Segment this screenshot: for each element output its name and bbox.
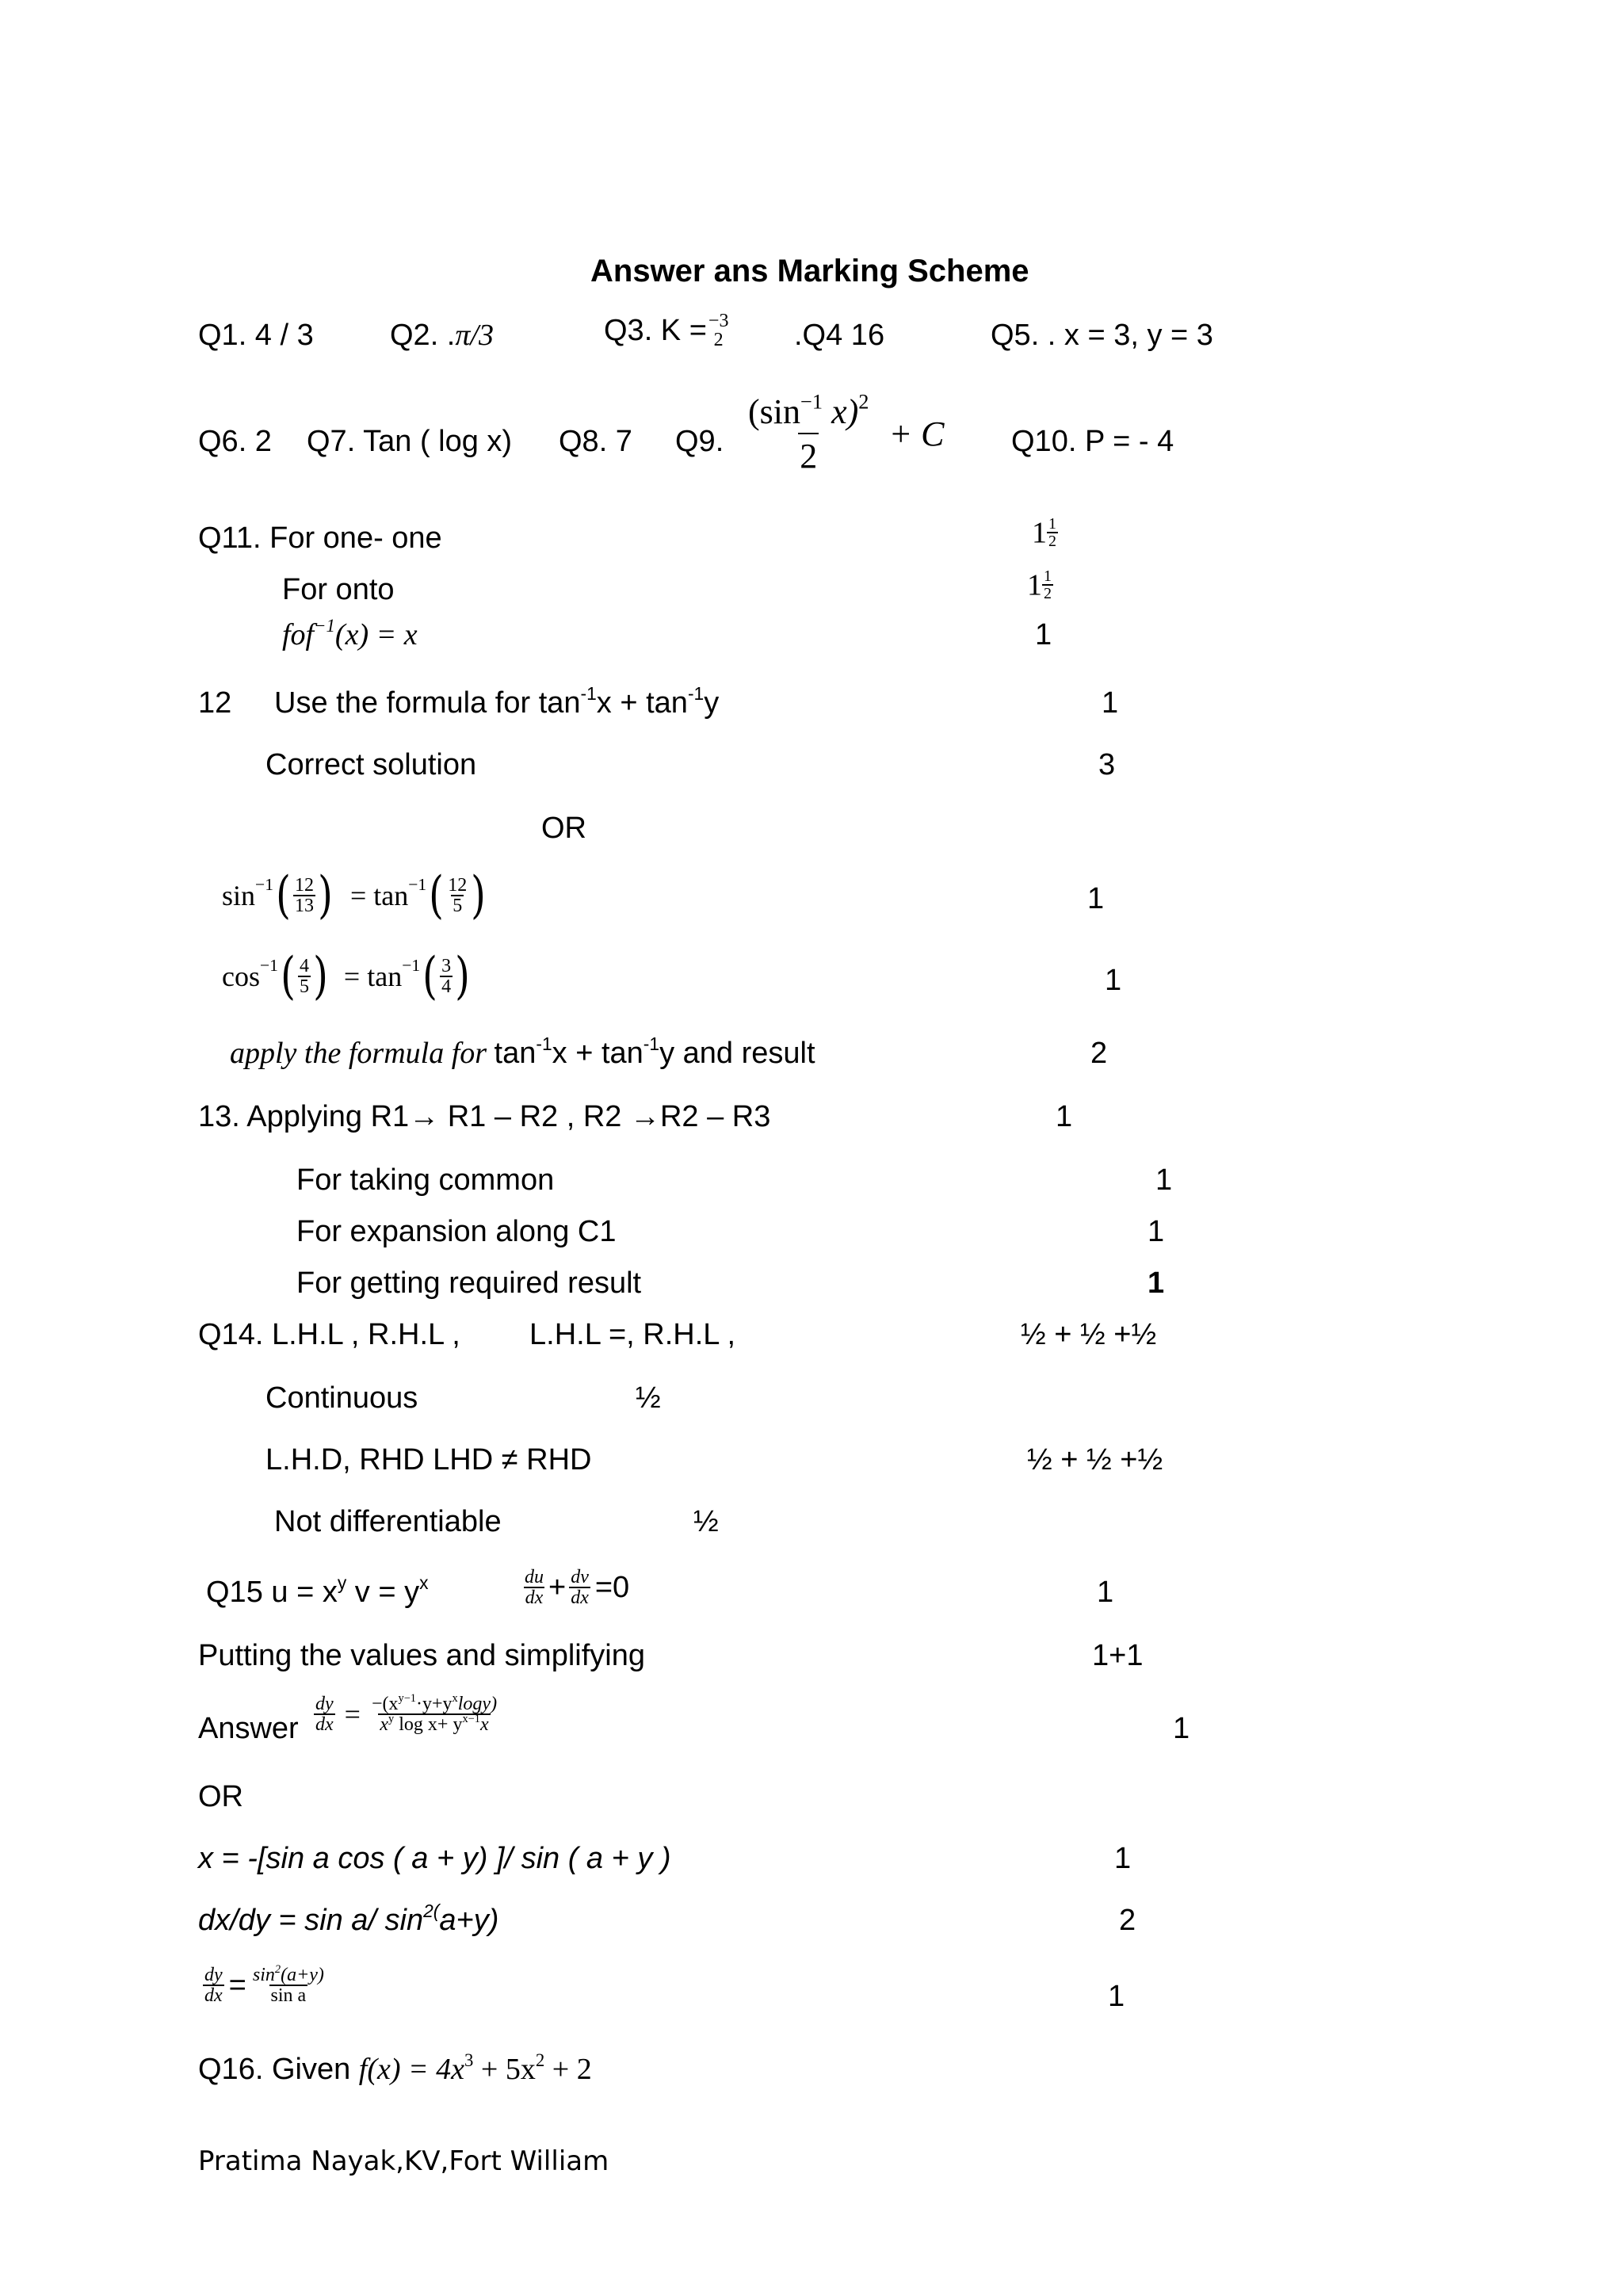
q15-line1-a: Q15 u = x — [206, 1576, 338, 1609]
q15-ans-den-a: x — [380, 1714, 389, 1735]
q15-or: OR — [198, 1780, 243, 1813]
q12-eq2-frac2 — [440, 957, 453, 996]
q15-alt2 — [198, 1901, 499, 1937]
q11-mark1-whole: 1 — [1032, 516, 1047, 550]
q15-ans-dx: dx — [315, 1714, 334, 1735]
q11-fof: fof — [282, 618, 315, 651]
q13-mark4: 1 — [1148, 1266, 1165, 1300]
q12-eq2-den: 5 — [299, 976, 309, 997]
q12-eq1: $\sin^{-1}$( $\frac{12}{13}$ ) = $\tan^{-1}$( $\frac{12}{5}$ ) — [222, 866, 487, 925]
q12-or: OR — [541, 812, 586, 845]
q15-alt2-b: a+y) — [439, 1904, 499, 1937]
footer-author: Pratima Nayak,KV,Fort William — [198, 2145, 609, 2177]
q11-mark2-num: 1 — [1044, 567, 1052, 586]
q12-eq1-frac2 — [446, 876, 468, 915]
q15-alt3-num-b: (a+y) — [281, 1965, 324, 1985]
q15-alt3-num-a: sin — [252, 1965, 275, 1985]
q12-mark2: 3 — [1098, 748, 1116, 781]
q12-eq1-den: 13 — [294, 896, 314, 916]
q16-label: Q16. Given — [198, 2053, 359, 2086]
q15-du-num: du — [525, 1567, 544, 1587]
q12-eq2-eq: = tan — [343, 961, 403, 992]
q14-line1-a: Q14. L.H.L , R.H.L , — [198, 1318, 460, 1351]
q12-mark1: 1 — [1102, 686, 1119, 720]
q15-line1-exp1: y — [337, 1572, 347, 1594]
q12-eq1-frac — [293, 876, 315, 915]
q15-mark1: 1 — [1097, 1576, 1114, 1609]
q12-mark5: 2 — [1090, 1037, 1108, 1070]
q15-ans-num-b: ·y+y — [416, 1694, 453, 1714]
q15-mark3: 1 — [1173, 1712, 1190, 1745]
q13-mark2: 1 — [1155, 1163, 1173, 1197]
answer-q6: Q6. 2 — [198, 425, 272, 458]
q11-mark2-whole: 1 — [1027, 568, 1042, 602]
q12-eq2-exp2: −1 — [402, 956, 421, 976]
q12-number: 12 — [198, 686, 232, 720]
q12-eq1-num2: 12 — [448, 875, 468, 896]
q15-alt2-exp: 2( — [423, 1901, 440, 1922]
q11-mark1-num: 1 — [1048, 515, 1056, 533]
q9-num-var: x) — [823, 392, 859, 431]
q9-num-exp: −1 — [800, 389, 823, 414]
q11-mark1-den: 2 — [1048, 533, 1056, 551]
answer-q4: .Q4 16 — [794, 319, 885, 352]
page-title: Answer ans Marking Scheme — [590, 254, 1029, 288]
q12-apply-exp1: -1 — [536, 1033, 552, 1055]
q12-eq2-den2: 4 — [441, 976, 452, 997]
q11-line2: For onto — [282, 573, 395, 606]
q11-line3 — [282, 616, 418, 651]
q14-line2: Continuous — [265, 1381, 418, 1415]
q15-line2: Putting the values and simplifying — [198, 1639, 645, 1672]
q15-line1-exp2: x — [419, 1572, 429, 1594]
q12-line1 — [274, 683, 720, 720]
q15-alt2-a: dx/dy = sin a/ sin — [198, 1904, 424, 1937]
q12-eq2: $\cos^{-1}$( $\frac{4}{5}$ ) = $\tan^{-1}$( $\frac{3}{4}$ ) — [222, 947, 471, 1006]
q14-line4: Not differentiable — [274, 1505, 502, 1538]
q15-mark6: 1 — [1108, 1980, 1125, 2013]
q16-end: + 2 — [544, 2053, 592, 2086]
q12-line1-exp2: -1 — [687, 683, 705, 705]
q15-plus: + — [548, 1571, 567, 1604]
q15-ans-num-a: −(x — [371, 1694, 399, 1714]
q15-mark5: 2 — [1119, 1904, 1136, 1937]
q13-mark3: 1 — [1148, 1215, 1165, 1248]
q2-value: π/3 — [455, 319, 494, 352]
q16-line — [198, 2050, 592, 2086]
q12-line1-exp1: -1 — [580, 683, 597, 705]
q15-alt3-dy: dy — [204, 1965, 223, 1985]
q12-mark4: 1 — [1105, 964, 1122, 997]
q2-label: Q2. . — [390, 319, 456, 352]
q15-ans-dydx — [314, 1694, 335, 1734]
q3-label: Q3. K = — [604, 314, 707, 347]
q16-exp1: 3 — [464, 2050, 474, 2071]
q9-num-base: (sin — [748, 392, 800, 431]
answer-q2 — [390, 320, 494, 350]
q15-ans-den-exp1: y — [388, 1712, 395, 1725]
q15-alt3-frac — [251, 1962, 326, 2006]
q15-answer: $\frac{dy}{dx}$ = $\frac{-(x^{y-1}\cdot y+y^x\log y)}{x^y \log x+ y^{x-1}x}$ — [315, 1691, 498, 1735]
q3-denominator: 2 — [713, 330, 724, 350]
q12-eq2-num2: 3 — [441, 956, 452, 976]
q12-line2: Correct solution — [265, 748, 477, 781]
q12-eq1-eq: = tan — [349, 880, 409, 911]
q12-apply-italic: apply the formula for — [230, 1037, 495, 1070]
q15-du-den: dx — [525, 1587, 544, 1608]
q12-eq1-den2: 5 — [453, 896, 463, 916]
q11-mark2 — [1027, 567, 1053, 602]
q12-line1-a: Use the formula for tan — [274, 686, 581, 720]
q15-du-dx — [523, 1568, 545, 1607]
q3-numerator: −3 — [708, 311, 729, 331]
q12-line1-b: x + tan — [596, 686, 688, 720]
q15-alt1: x = -[sin a cos ( a + y) ]/ sin ( a + y ) — [198, 1842, 671, 1875]
q3-fraction — [707, 311, 731, 350]
answer-q9-label: Q9. — [675, 425, 724, 458]
q11-mark3: 1 — [1035, 618, 1052, 651]
answer-q9 — [737, 389, 945, 476]
q9-num-pow: 2 — [858, 389, 869, 414]
q15-dv-dx — [569, 1568, 590, 1607]
q12-apply-b: x + tan — [552, 1037, 643, 1070]
q15-ans-num-c: logy) — [457, 1694, 498, 1714]
q12-apply-a: tan — [494, 1037, 537, 1070]
q11-mark1-frac — [1047, 516, 1058, 549]
q16-f: f(x) = 4x — [358, 2053, 465, 2086]
q15-ans-num-exp1: y−1 — [398, 1691, 417, 1705]
q12-eq2-cos: cos — [222, 961, 260, 992]
q15-ans-frac — [370, 1691, 498, 1735]
q12-eq2-num: 4 — [299, 956, 309, 976]
q12-mark3: 1 — [1087, 882, 1105, 915]
q15-alt3-den: sin a — [270, 1985, 307, 2006]
q15-alt3-eq: = — [228, 1969, 246, 2002]
q12-eq1-exp: −1 — [255, 875, 273, 895]
answer-q1: Q1. 4 / 3 — [198, 319, 314, 352]
q12-eq2-exp: −1 — [260, 956, 278, 976]
q11-line1: Q11. For one- one — [198, 521, 442, 555]
q12-apply-c: y and result — [659, 1037, 815, 1070]
q15-alt3-dx: dx — [204, 1985, 223, 2006]
q12-apply-exp2: -1 — [643, 1033, 660, 1055]
q15-ans-den-c: x — [479, 1714, 489, 1735]
q15-ans-den-exp2: x−1 — [462, 1712, 480, 1725]
q14-line3: L.H.D, RHD LHD ≠ RHD — [265, 1443, 592, 1477]
q14-mark3: ½ + ½ +½ — [1027, 1443, 1163, 1477]
q9-constant: + C — [888, 415, 945, 453]
q14-mark4: ½ — [693, 1505, 719, 1538]
q9-fraction — [737, 389, 880, 476]
q14-mark2: ½ — [636, 1381, 661, 1415]
q15-line1-b: v = y — [346, 1576, 420, 1609]
q16-mid: + 5x — [473, 2053, 536, 2086]
q15-mark2: 1+1 — [1092, 1639, 1144, 1672]
q15-dv-num: dv — [571, 1567, 589, 1587]
q12-line1-c: y — [704, 686, 720, 720]
q15-ans-num-exp2: x — [452, 1691, 458, 1705]
q13-line2: For taking common — [296, 1163, 555, 1197]
q11-mark2-frac — [1042, 568, 1053, 602]
q11-mark2-den: 2 — [1044, 585, 1052, 603]
q11-fof-exp: −1 — [314, 616, 335, 636]
q14-mark1: ½ + ½ +½ — [1021, 1318, 1157, 1351]
q12-eq1-sin: sin — [222, 880, 256, 911]
q16-exp2: 2 — [535, 2050, 545, 2071]
q11-mark1 — [1032, 515, 1058, 549]
answer-q5: Q5. . x = 3, y = 3 — [991, 319, 1213, 352]
q13-mark1: 1 — [1056, 1100, 1073, 1133]
q15-derivative-sum — [523, 1568, 629, 1607]
q15-answer-label: Answer — [198, 1712, 299, 1745]
q13-line3: For expansion along C1 — [296, 1215, 617, 1248]
q12-apply — [230, 1033, 815, 1070]
q15-alt3 — [203, 1962, 326, 2006]
q15-line1 — [206, 1572, 429, 1609]
q13-line4: For getting required result — [296, 1266, 642, 1300]
q15-alt3-dydx — [203, 1966, 224, 2005]
q15-dv-den: dx — [571, 1587, 589, 1608]
q15-ans-dy: dy — [315, 1694, 334, 1714]
q11-fof-rest: (x) = x — [334, 618, 418, 651]
answer-q3 — [604, 311, 730, 350]
q15-eq0: =0 — [594, 1571, 630, 1604]
q15-alt3-num-exp: 2 — [274, 1962, 281, 1976]
q15-ans-den-b: log x+ y — [394, 1714, 463, 1735]
q12-eq2-frac — [298, 957, 311, 996]
q14-line1-b: L.H.L =, R.H.L , — [529, 1318, 736, 1351]
q15-mark4: 1 — [1114, 1842, 1132, 1875]
q9-denominator: 2 — [798, 433, 819, 474]
answer-q7: Q7. Tan ( log x) — [307, 425, 513, 458]
q12-eq1-num: 12 — [294, 875, 314, 896]
answer-q10: Q10. P = - 4 — [1011, 425, 1174, 458]
q13-line1: 13. Applying R1→ R1 – R2 , R2 →R2 – R3 — [198, 1100, 771, 1133]
q12-eq1-exp2: −1 — [408, 875, 427, 895]
answer-q8: Q8. 7 — [559, 425, 632, 458]
